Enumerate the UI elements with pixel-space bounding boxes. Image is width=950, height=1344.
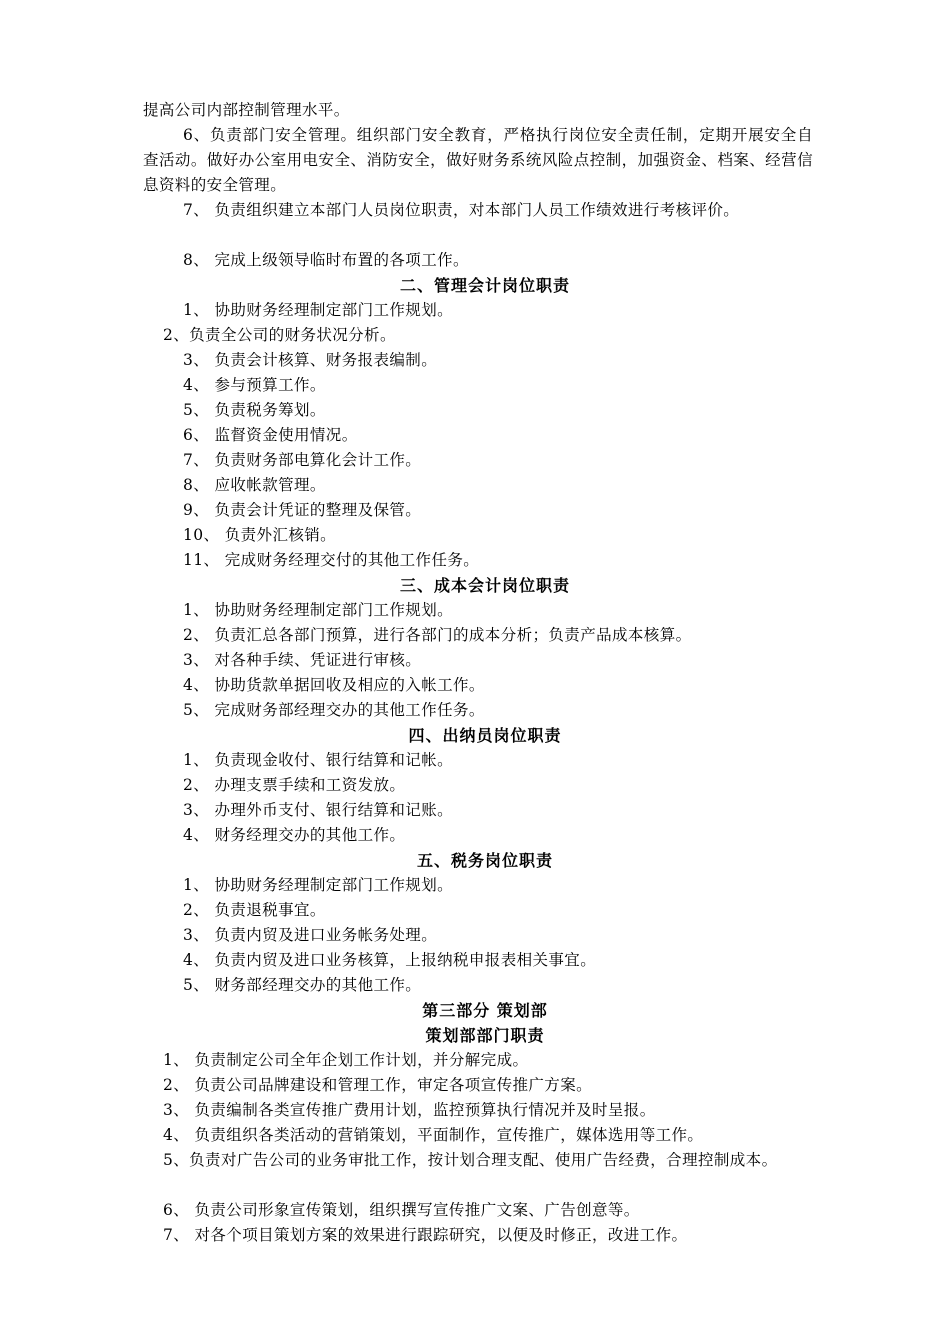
paragraph-item-7: 7、 负责组织建立本部门人员岗位职责，对本部门人员工作绩效进行考核评价。	[183, 201, 740, 219]
list-item: 2、 负责公司品牌建设和管理工作，审定各项宣传推广方案。	[163, 1076, 592, 1094]
list-item: 1、 协助财务经理制定部门工作规划。	[183, 876, 453, 894]
list-item: 3、 对各种手续、凭证进行审核。	[183, 651, 422, 669]
paragraph-item-6: 6、负责部门安全管理。组织部门安全教育，严格执行岗位安全责任制，定期开展安全自查活动。做好办公室用电安全、消防安全，做好财务系统风险点控制，加强资金、档案、经营信息资料的安全管理。	[143, 126, 813, 194]
list-item: 5、 完成财务部经理交办的其他工作任务。	[183, 701, 485, 719]
list-item: 7、 负责财务部电算化会计工作。	[183, 451, 422, 469]
list-item: 3、 负责会计核算、财务报表编制。	[183, 351, 438, 369]
list-item: 3、 负责编制各类宣传推广费用计划，监控预算执行情况并及时呈报。	[163, 1101, 656, 1119]
list-item: 11、 完成财务经理交付的其他工作任务。	[183, 551, 480, 569]
section-heading-cost-accounting: 三、成本会计岗位职责	[399, 576, 570, 595]
list-item: 3、 负责内贸及进口业务帐务处理。	[183, 926, 438, 944]
section-heading-management-accounting: 二、管理会计岗位职责	[399, 276, 570, 295]
part-heading-planning-department: 第三部分 策划部	[422, 1001, 548, 1020]
paragraph-item-8: 8、 完成上级领导临时布置的各项工作。	[183, 251, 469, 269]
list-item: 2、 负责退税事宜。	[183, 901, 326, 919]
paragraph-continuation: 提高公司内部控制管理水平。	[143, 101, 350, 119]
list-item: 6、 负责公司形象宣传策划，组织撰写宣传推广文案、广告创意等。	[163, 1201, 640, 1219]
list-item: 1、 协助财务经理制定部门工作规划。	[183, 301, 453, 319]
section-heading-tax: 五、税务岗位职责	[416, 851, 553, 870]
list-item: 4、 负责内贸及进口业务核算，上报纳税申报表相关事宜。	[183, 951, 597, 969]
section-heading-cashier: 四、出纳员岗位职责	[408, 726, 562, 745]
list-item: 5、负责对广告公司的业务审批工作，按计划合理支配、使用广告经费，合理控制成本。	[163, 1151, 778, 1169]
list-item: 2、 负责汇总各部门预算，进行各部门的成本分析；负责产品成本核算。	[183, 626, 692, 644]
list-item: 1、 负责现金收付、银行结算和记帐。	[183, 751, 453, 769]
list-item: 4、 协助货款单据回收及相应的入帐工作。	[183, 676, 485, 694]
list-item: 2、负责全公司的财务状况分析。	[163, 326, 396, 344]
list-item: 4、 参与预算工作。	[183, 376, 326, 394]
list-item: 5、 财务部经理交办的其他工作。	[183, 976, 422, 994]
list-item: 4、 负责组织各类活动的营销策划，平面制作，宣传推广，媒体选用等工作。	[163, 1126, 704, 1144]
document-body	[0, 98, 950, 1248]
list-item: 10、 负责外汇核销。	[183, 526, 337, 544]
list-item: 7、 对各个项目策划方案的效果进行跟踪研究，以便及时修正，改进工作。	[163, 1226, 688, 1244]
list-item: 2、 办理支票手续和工资发放。	[183, 776, 406, 794]
list-item: 3、 办理外币支付、银行结算和记账。	[183, 801, 453, 819]
section-heading-planning-duties: 策划部部门职责	[425, 1026, 545, 1045]
list-item: 1、 协助财务经理制定部门工作规划。	[183, 601, 453, 619]
list-item: 1、 负责制定公司全年企划工作计划，并分解完成。	[163, 1051, 529, 1069]
list-item: 6、 监督资金使用情况。	[183, 426, 358, 444]
list-item: 9、 负责会计凭证的整理及保管。	[183, 501, 422, 519]
list-item: 4、 财务经理交办的其他工作。	[183, 826, 406, 844]
list-item: 8、 应收帐款管理。	[183, 476, 326, 494]
list-item: 5、 负责税务筹划。	[183, 401, 326, 419]
